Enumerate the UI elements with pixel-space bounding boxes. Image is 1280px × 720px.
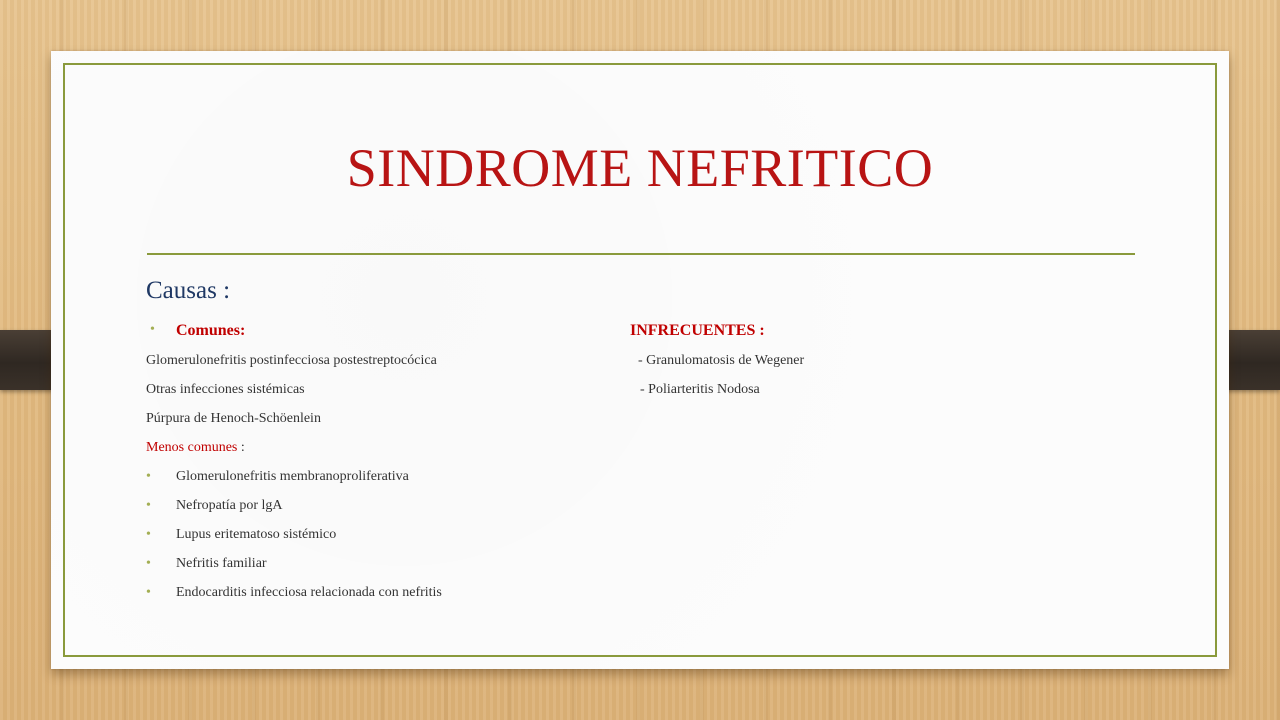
menos-comunes-label: Menos comunes bbox=[146, 440, 238, 455]
bullet-icon: • bbox=[146, 469, 151, 484]
menos-comunes-heading bbox=[146, 441, 245, 455]
menos-comunes-colon: : bbox=[237, 440, 245, 455]
menos-comunes-item: Glomerulonefritis membranoproliferativa bbox=[176, 469, 409, 484]
bullet-icon: • bbox=[146, 585, 151, 600]
bullet-icon: • bbox=[146, 556, 151, 571]
comunes-item: Glomerulonefritis postinfecciosa postestreptocócica bbox=[146, 353, 437, 368]
title-divider bbox=[147, 253, 1135, 255]
menos-comunes-item: Endocarditis infecciosa relacionada con nefritis bbox=[176, 585, 442, 600]
comunes-label: Comunes: bbox=[176, 322, 246, 339]
bullet-icon: • bbox=[146, 527, 151, 542]
menos-comunes-item: Nefritis familiar bbox=[176, 556, 267, 571]
slide-paper bbox=[51, 51, 1229, 669]
slide-title: SINDROME NEFRITICO bbox=[346, 138, 934, 198]
menos-comunes-item: Lupus eritematoso sistémico bbox=[176, 527, 337, 542]
infrecuentes-item: - Poliarteritis Nodosa bbox=[640, 382, 760, 397]
bullet-icon: • bbox=[146, 498, 151, 513]
comunes-item: Otras infecciones sistémicas bbox=[146, 382, 305, 397]
causas-heading: Causas : bbox=[146, 277, 231, 304]
comunes-item: Púrpura de Henoch-Schöenlein bbox=[146, 411, 321, 426]
bullet-icon: • bbox=[150, 322, 155, 337]
infrecuentes-item: - Granulomatosis de Wegener bbox=[638, 353, 805, 368]
infrecuentes-label: INFRECUENTES : bbox=[630, 322, 765, 339]
menos-comunes-item: Nefropatía por lgA bbox=[176, 498, 283, 513]
